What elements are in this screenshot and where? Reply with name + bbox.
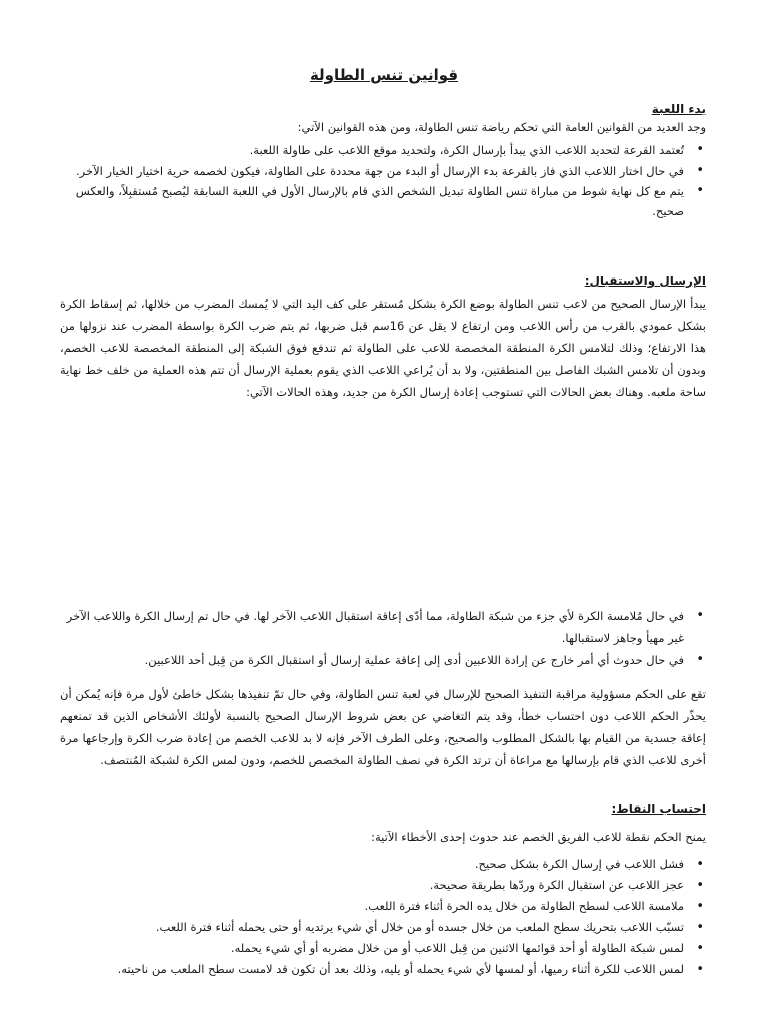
list-item: • فشل اللاعب في إرسال الكرة بشكل صحيح. — [60, 854, 684, 875]
list-item: • تُعتمد القرعة لتحديد اللاعب الذي يبدأ بإرسال الكرة، ولتحديد موقع اللاعب على طاولة اللعبة. — [60, 139, 684, 161]
list-item: • لمس شبكة الطاولة أو أحد قوائمها الاثنين من قِبل اللاعب أو من خلال مضربه أو أي شيء يحمله. — [60, 938, 684, 959]
list-item: • في حال مُلامسة الكرة لأي جزء من شبكة الطاولة، مما أدّى إعاقة استقبال اللاعب الآخر لها. في حال تم إرسال الكرة واللاعب الآخر غير مهيأ وجاهز لاستقبالها. — [60, 605, 684, 649]
serve-referee-paragraph — [60, 683, 706, 771]
page-title: قوانين تنس الطاولة — [309, 66, 459, 84]
start-list — [60, 139, 706, 221]
section-points — [60, 800, 706, 980]
list-item: • يتم مع كل نهاية شوط من مباراة تنس الطاولة تبديل الشخص الذي قام بالإرسال الأول في اللعبة السابقة ليُصبح مُستقبِلاً، والعكس صحيح. — [60, 181, 684, 221]
heading-start: بدء اللعبة — [651, 102, 706, 116]
points-list — [60, 854, 706, 980]
list-item: • في حال حدوث أي أمر خارج عن إرادة اللاعبين أدى إلى إعاقة عملية إرسال أو استقبال الكرة من قِبل أحد اللاعبين. — [60, 649, 684, 671]
list-item: • تسبّب اللاعب بتحريك سطح الملعب من خلال جسده أو من خلال أي شيء يرتديه أو حتى يحمله أثناء فترة اللعب. — [60, 917, 684, 938]
serve-list — [60, 605, 706, 671]
section-start — [60, 100, 706, 221]
heading-points: احتساب النقاط: — [611, 802, 706, 816]
serve-paragraph: يبدأ الإرسال الصحيح من لاعب تنس الطاولة بوضع الكرة بشكل مُستقر على كف اليد التي لا يُمسك المضرب من خلالها، ثم إسقاط الكرة بشكل عمودي بالقرب من رأس اللاعب ومن ارتفاع لا يقل عن 16سم قبل ضربها، ثم يتم ضرب الكرة بواسطة المضرب عند نزولها من هذا الارتفاع؛ وذلك لتلامس الكرة المنطقة المخصصة للاعب على الطاولة ثم تندفع فوق الشبكة إلى المنطقة المخصصة للاعب الخصم، وبدون أن تلامس الشبك الفاصل بين المنطقتين، ولا بد أن يُراعي اللاعب الذي يقوم بعملية الإرسال أن تتم هذه العملية من خلف خط نهاية ساحة ملعبه. وهناك بعض الحالات التي تستوجب إعادة إرسال الكرة من جديد، وهذه الحالات الآتي: — [60, 297, 707, 399]
points-intro: يمنح الحكم نقطة للاعب الفريق الخصم عند حدوث إحدى الأخطاء الآتية: — [371, 830, 706, 844]
heading-serve: الإرسال والاستقبال: — [584, 274, 706, 288]
list-item: • لمس اللاعب للكرة أثناء رميها، أو لمسها لأي شيء يحمله أو يليه، وذلك بعد أن تكون قد لامست سطح الملعب من ناحيته. — [60, 959, 684, 980]
referee-paragraph: تقع على الحكم مسؤولية مراقبة التنفيذ الصحيح للإرسال في لعبة تنس الطاولة، وفي حال تمّ تنفيذها بشكل خاطئ لأول مرة فإنه يُمكن أن يحذّر الحكم اللاعب دون احتساب خطأ، وقد يتم التغاضي عن بعض شروط الإرسال الصحيح بالنسبة لأولئك الأشخاص الذين قد تمنعهم إعاقة جسدية من القيام بها بالشكل المطلوب والصحيح، وعلى الطرف الآخر فإنه لا بد للاعب الخصم من إعادة ضرب الكرة وإرجاعها مرة أخرى للاعب الذي قام بإرسالها مع مراعاة أن ترتد الكرة في نصف الطاولة المخصص للخصم، ودون لمس الكرة لشبكة المُنتصف. — [60, 687, 706, 767]
list-item: • ملامسة اللاعب لسطح الطاولة من خلال يده الحرة أثناء فترة اللعب. — [60, 896, 684, 917]
start-intro: وجد العديد من القوانين العامة التي تحكم رياضة تنس الطاولة، ومن هذه القوانين الآتي: — [297, 120, 706, 134]
serve-cases — [60, 605, 706, 671]
list-item: • في حال اختار اللاعب الذي فاز بالقرعة بدء الإرسال أو البدء من جهة محددة على الطاولة، فيكون لخصمه حرية اختيار الخيار الآخر. — [60, 161, 684, 181]
list-item: • عجز اللاعب عن استقبال الكرة وردّها بطريقة صحيحة. — [60, 875, 684, 896]
section-serve — [60, 272, 706, 403]
